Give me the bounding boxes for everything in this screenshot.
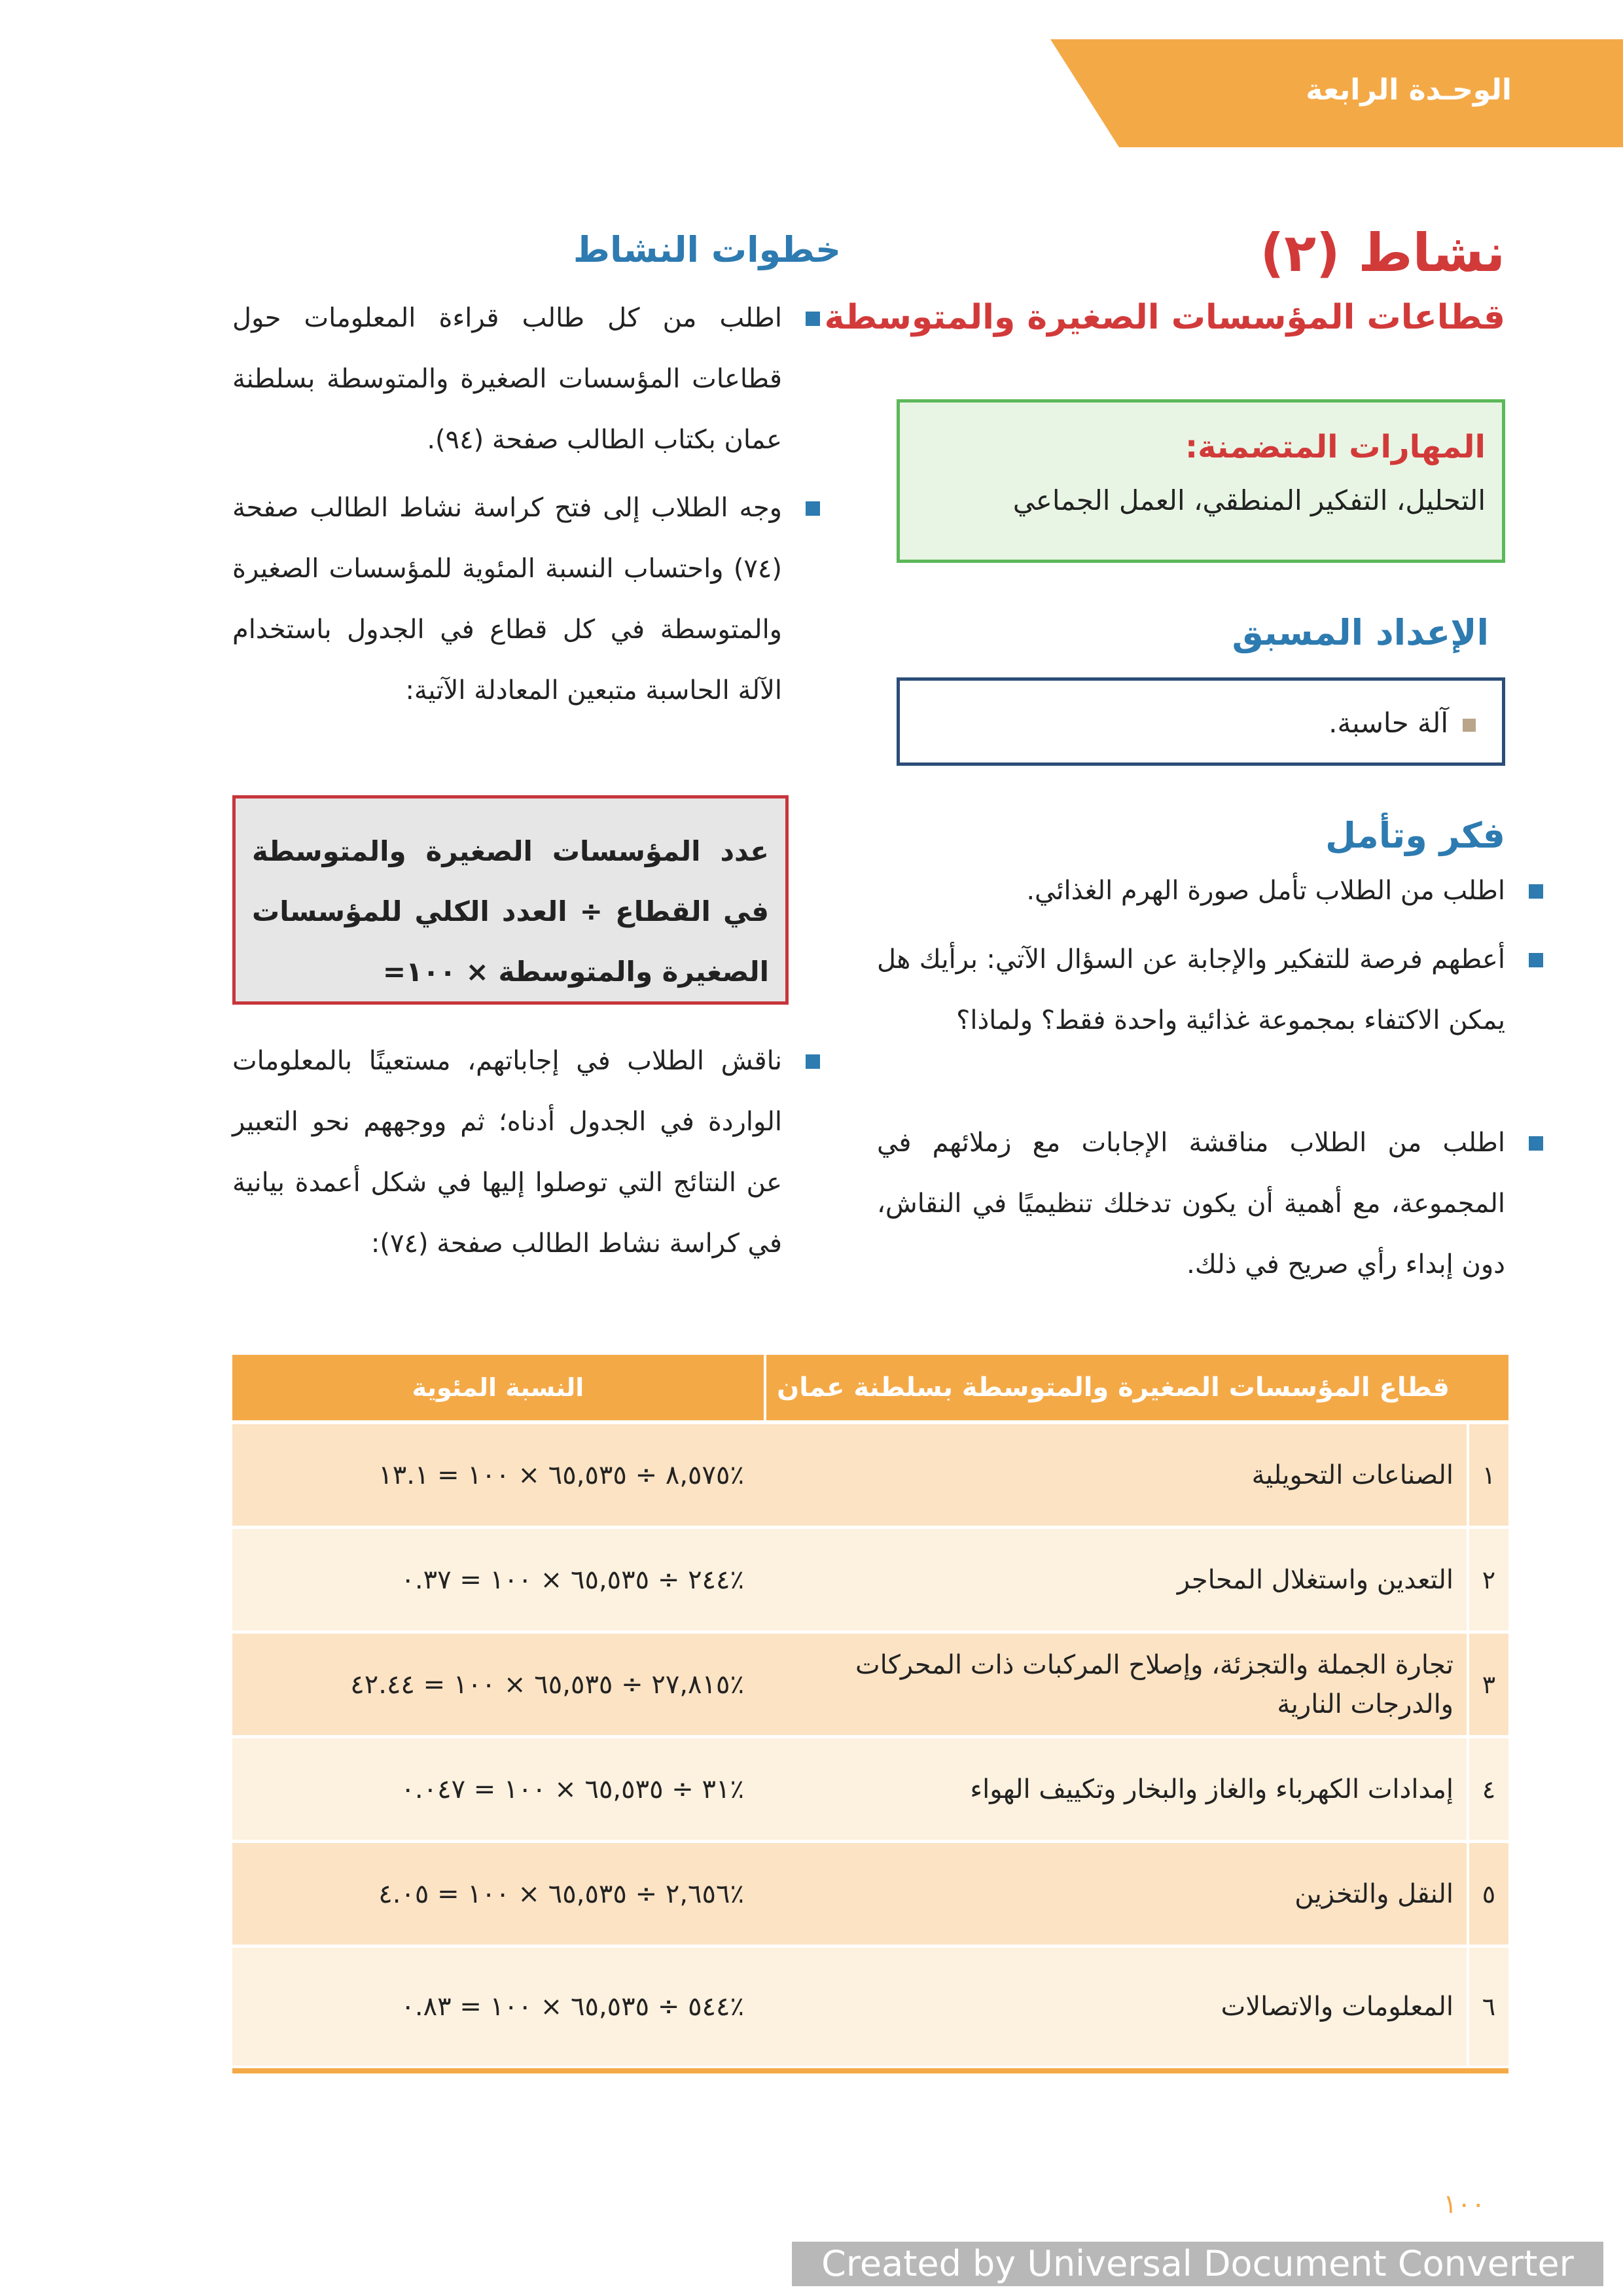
row-sector: إمدادات الكهرباء والغاز والبخار وتكييف الهواء [743,1738,1467,1840]
table-header-sector: قطاع المؤسسات الصغيرة والمتوسطة بسلطنة عمان [766,1355,1508,1420]
row-number: ٦ [1469,1948,1508,2066]
think-item: اطلب من الطلاب تأمل صورة الهرم الغذائي. [877,861,1505,922]
row-calculation: ٨,٥٧٥ ÷ ٦٥,٥٣٥ × ١٠٠ = ١٣.١٪ [232,1424,764,1526]
skills-text: التحليل، التفكير المنطقي، العمل الجماعي [1012,484,1486,516]
skills-box [897,399,1505,563]
row-number: ٢ [1469,1529,1508,1630]
preparation-title: الإعداد المسبق [1232,612,1489,653]
square-bullet-icon [1529,953,1543,967]
converter-watermark: Created by Universal Document Converter [792,2242,1603,2286]
step-item: ناقش الطلاب في إجاباتهم، مستعينًا بالمعلومات الواردة في الجدول أدناه؛ ثم ووجههم نحو التعبير عن النتائج التي توصلوا إليها في شكل أعمدة بيانية في كراسة نشاط الطالب صفحة (٧٤): [232,1031,782,1274]
row-calculation: ٢٧,٨١٥ ÷ ٦٥,٥٣٥ × ١٠٠ = ٤٢.٤٤٪ [232,1634,764,1735]
preparation-item: آلة حاسبة. [1329,707,1476,739]
square-bullet-icon [806,1054,820,1069]
square-bullet-icon [806,501,820,516]
step-item: اطلب من كل طالب قراءة المعلومات حول قطاعات المؤسسات الصغيرة والمتوسطة بسلطنة عمان بكتاب الطالب صفحة (٩٤). [232,288,782,471]
think-item: أعطهم فرصة للتفكير والإجابة عن السؤال الآتي: برأيك هل يمكن الاكتفاء بمجموعة غذائية واحدة فقط؟ ولماذا؟ [877,929,1505,1051]
row-calculation: ٣١ ÷ ٦٥,٥٣٥ × ١٠٠ = ٠.٠٤٧٪ [232,1738,764,1840]
row-sector: الصناعات التحويلية [743,1424,1467,1526]
row-number: ٤ [1469,1738,1508,1840]
row-sector: النقل والتخزين [743,1843,1467,1945]
skills-label: المهارات المتضمنة: [1185,429,1486,465]
row-number: ٣ [1469,1634,1508,1735]
row-number: ١ [1469,1424,1508,1526]
table-header-row [232,1355,1508,1420]
table-row [232,1634,1508,1735]
square-bullet-icon [806,312,820,326]
row-sector: التعدين واستغلال المحاجر [743,1529,1467,1630]
activity-title: نشاط (٢) [1260,223,1505,283]
table-row [232,1424,1508,1526]
square-bullet-icon [1529,1136,1543,1151]
steps-title: خطوات النشاط [573,229,841,270]
think-title: فكر وتأمل [1325,815,1505,856]
think-item: اطلب من الطلاب مناقشة الإجابات مع زملائهم في المجموعة، مع أهمية أن يكون تدخلك تنظيميًا في النقاش، دون إبداء رأي صريح في ذلك. [877,1113,1505,1295]
row-sector: المعلومات والاتصالات [743,1948,1467,2066]
row-calculation: ٥٤٤ ÷ ٦٥,٥٣٥ × ١٠٠ = ٠.٨٣٪ [232,1948,764,2066]
row-number: ٥ [1469,1843,1508,1945]
formula-box [232,795,789,1005]
table-row [232,1948,1508,2066]
square-bullet-icon [1529,884,1543,899]
preparation-box [897,677,1505,766]
formula-text: عدد المؤسسات الصغيرة والمتوسطة في القطاع ÷ العدد الكلي للمؤسسات الصغيرة والمتوسطة × ١٠٠= [252,835,769,988]
row-sector: تجارة الجملة والتجزئة، وإصلاح المركبات ذات المحركات والدرجات النارية [743,1634,1467,1735]
table-bottom-border [232,2068,1508,2073]
square-bullet-icon [1463,719,1476,732]
activity-subtitle: قطاعات المؤسسات الصغيرة والمتوسطة [824,298,1505,337]
row-calculation: ٢,٦٥٦ ÷ ٦٥,٥٣٥ × ١٠٠ = ٤.٠٥٪ [232,1843,764,1945]
table-row [232,1843,1508,1945]
table-header-percentage: النسبة المئوية [232,1355,764,1420]
step-item: وجه الطلاب إلى فتح كراسة نشاط الطالب صفحة (٧٤) واحتساب النسبة المئوية للمؤسسات الصغيرة والمتوسطة في كل قطاع في الجدول باستخدام الآلة الحاسبة متبعين المعادلة الآتية: [232,478,782,721]
unit-label: الوحـدة الرابعة [1306,73,1512,107]
table-row [232,1529,1508,1630]
page-number: ١٠٠ [1443,2189,1486,2219]
table-row [232,1738,1508,1840]
row-calculation: ٢٤٤ ÷ ٦٥,٥٣٥ × ١٠٠ = ٠.٣٧٪ [232,1529,764,1630]
